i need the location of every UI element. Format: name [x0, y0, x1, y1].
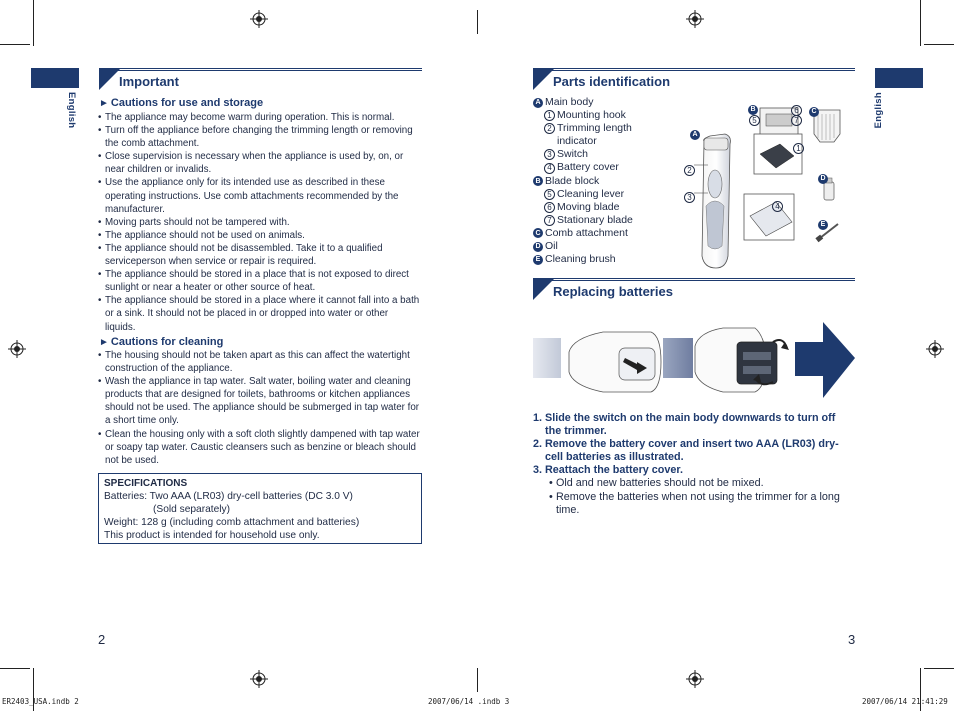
diagram-label-d: D [818, 167, 830, 185]
list-item: • The appliance may become warm during operation. This is normal. [98, 111, 420, 124]
parts-list [533, 96, 633, 266]
list-item: • The housing should not be taken apart as this can affect the watertight construction of the appliance. [98, 349, 420, 375]
spec-usage: This product is intended for household use only. [104, 530, 320, 541]
diagram-label-c: C [809, 100, 821, 118]
list-item: • The appliance should be stored in a place where it cannot fall into a bath or a sink. It should not be placed in or dropped into water or other liquids. [98, 294, 420, 333]
specifications-box [98, 473, 422, 544]
list-item: C Comb attachment [533, 227, 633, 240]
list-item: 1 Mounting hook [533, 109, 633, 122]
list-item: • Use the appliance only for its intended use as described in these operating instructions. Use comb attachments recommended by the manufacturer. [98, 176, 420, 215]
next-arrow-icon [795, 322, 855, 398]
language-label-left: English [66, 92, 77, 129]
cleaning-heading: ► Cautions for cleaning [99, 336, 224, 348]
moving-blade-shape [766, 114, 792, 126]
list-item: 5 Cleaning lever [533, 188, 633, 201]
list-item: 3 Switch [533, 148, 633, 161]
list-item: • Turn off the appliance before changing the trimming length or removing the comb attachment. [98, 124, 420, 150]
diagram-label-5: 5 [749, 110, 762, 128]
parts-header [533, 68, 855, 92]
crop-mark [477, 668, 478, 692]
diagram-label-a: A [690, 123, 702, 141]
diagram-label-e: E [818, 213, 830, 231]
diagram-label-2: 2 [684, 160, 697, 178]
registration-mark-icon [926, 340, 944, 358]
cleaning-list [98, 349, 420, 467]
crop-mark [924, 44, 954, 45]
list-item: E Cleaning brush [533, 253, 633, 266]
list-item: • The appliance should be stored in a place that is not exposed to direct sunlight or near a heater or other source of heat. [98, 268, 420, 294]
storage-heading: ► Cautions for use and storage [99, 97, 264, 109]
battery-steps [533, 412, 848, 517]
registration-mark-icon [686, 10, 704, 28]
list-item: • The appliance should not be disassembled. Take it to a qualified serviceperson when service or repair is required. [98, 242, 420, 268]
parts-title: Parts identification [553, 74, 671, 89]
list-item: A Main body [533, 96, 633, 109]
important-header [99, 68, 422, 92]
spec-weight: Weight: 128 g (including comb attachment and batteries) [104, 517, 360, 528]
crop-mark [0, 668, 30, 669]
list-item: indicator [557, 135, 597, 148]
list-item: • Old and new batteries should not be mixed. [549, 477, 764, 490]
list-item: • Wash the appliance in tap water. Salt water, boiling water and cleaning products that are designed for toilets, bathrooms or kitchen appliances should not be used. The appliance should be submerged in tap water for a short time only. [98, 375, 420, 427]
batteries-header [533, 278, 855, 302]
important-title: Important [119, 74, 179, 89]
diagram-label-3: 3 [684, 187, 697, 205]
spec-title: SPECIFICATIONS [104, 478, 188, 489]
list-item: 7 Stationary blade [533, 214, 633, 227]
spec-batteries-note: (Sold separately) [153, 504, 231, 515]
battery-replacement-illustration [533, 322, 855, 400]
language-label-right: English [873, 92, 884, 129]
registration-mark-icon [686, 670, 704, 688]
diagram-label-b: B [748, 98, 760, 116]
diagram-label-4: 4 [772, 196, 785, 214]
list-item: • Remove the batteries when not using the trimmer for a long time. [549, 490, 840, 516]
batteries-title: Replacing batteries [553, 284, 673, 299]
blade-top [704, 138, 728, 150]
list-item: • Clean the housing only with a soft cloth slightly dampened with tap water or soapy tap water. Caustic cleansers such as benzine or bleach should not be used. [98, 428, 420, 467]
crop-mark [33, 0, 34, 46]
page-number-left: 2 [98, 632, 106, 647]
grip-shape [706, 201, 724, 249]
language-tab-right [875, 68, 923, 88]
storage-list [98, 111, 420, 334]
crop-mark [920, 0, 921, 46]
list-item: D Oil [533, 240, 633, 253]
page-number-right: 3 [848, 632, 856, 647]
footer-right: 2007/06/14 21:41:29 [862, 697, 948, 706]
registration-mark-icon [8, 340, 26, 358]
footer-center: 2007/06/14 .indb 3 [428, 697, 510, 706]
crop-mark [924, 668, 954, 669]
diagram-label-7: 7 [791, 110, 804, 128]
registration-mark-icon [250, 10, 268, 28]
list-item: 6 Moving blade [533, 201, 633, 214]
diagram-label-1: 1 [793, 138, 806, 156]
crop-mark [477, 10, 478, 34]
language-tab-left [31, 68, 79, 88]
list-item: • The appliance should not be used on animals. [98, 229, 420, 242]
diagram-label-6: 6 [791, 100, 804, 118]
list-item: • Close supervision is necessary when the appliance is used by, on, or near children or invalids. [98, 150, 420, 176]
list-item: 3. Reattach the battery cover. [533, 464, 684, 477]
list-item: 4 Battery cover [533, 161, 633, 174]
list-item: B Blade block [533, 175, 633, 188]
registration-mark-icon [250, 670, 268, 688]
list-item: 2. Remove the battery cover and insert two AAA (LR03) dry-cell batteries as illustrated. [533, 438, 839, 464]
list-item: 1. Slide the switch on the main body downwards to turn off the trimmer. [533, 412, 836, 438]
spec-batteries: Batteries: Two AAA (LR03) dry-cell batteries (DC 3.0 V) [104, 491, 353, 502]
footer-left: ER2403_USA.indb 2 [2, 697, 79, 706]
list-item: 2 Trimming length [533, 122, 633, 135]
crop-mark [0, 44, 30, 45]
list-item: • Moving parts should not be tampered with. [98, 216, 420, 229]
switch-shape [708, 170, 722, 198]
